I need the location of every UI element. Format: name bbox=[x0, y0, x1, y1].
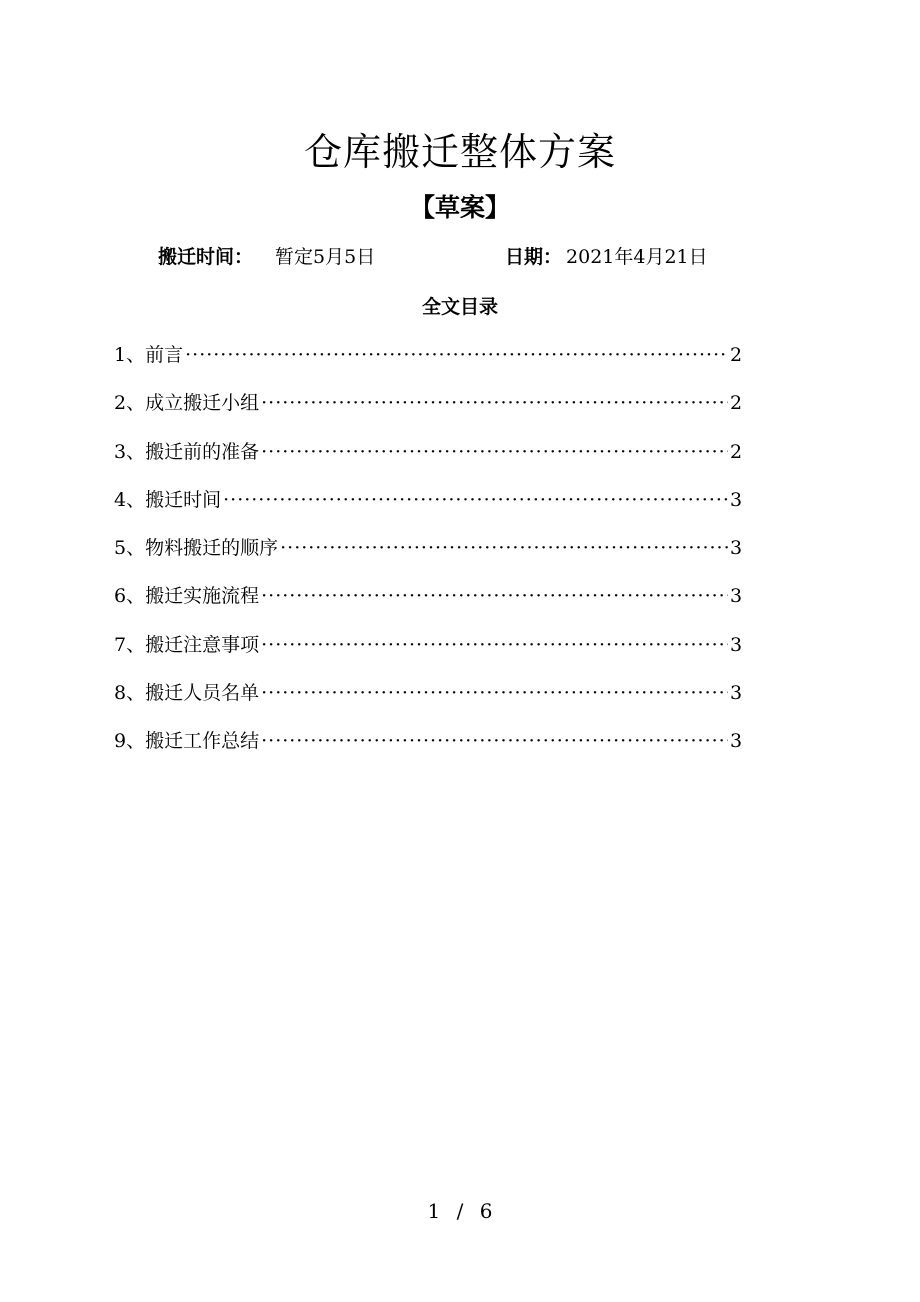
toc-entry-number: 3、 bbox=[114, 440, 146, 463]
date-line bbox=[505, 242, 708, 272]
toc-entry-page: 2 bbox=[730, 440, 743, 463]
toc-entry-page: 3 bbox=[730, 682, 743, 705]
toc-entry-label: 搬迁实施流程 bbox=[145, 585, 260, 608]
table-of-contents bbox=[114, 340, 742, 775]
toc-entry-page: 3 bbox=[730, 537, 743, 560]
toc-entry[interactable] bbox=[114, 678, 742, 726]
date-label: 日期： bbox=[505, 246, 563, 268]
toc-entry-label: 搬迁工作总结 bbox=[145, 730, 260, 753]
toc-entry[interactable] bbox=[114, 581, 742, 629]
toc-entry[interactable] bbox=[114, 533, 742, 581]
toc-dot-leader bbox=[261, 437, 728, 467]
toc-entry[interactable] bbox=[114, 340, 742, 388]
toc-entry-number: 9、 bbox=[114, 730, 146, 753]
date-value: 2021年4月21日 bbox=[566, 246, 708, 268]
toc-entry[interactable] bbox=[114, 630, 742, 678]
toc-entry-label: 前言 bbox=[145, 344, 184, 366]
toc-entry-number: 1、 bbox=[114, 344, 146, 366]
toc-dot-leader bbox=[223, 485, 728, 515]
toc-entry-number: 5、 bbox=[114, 537, 146, 560]
toc-dot-leader bbox=[185, 340, 728, 370]
toc-entry[interactable] bbox=[114, 388, 742, 436]
toc-entry-label: 搬迁前的准备 bbox=[145, 440, 260, 463]
current-page-number: 1 bbox=[427, 1199, 441, 1223]
total-pages-number: 6 bbox=[479, 1199, 493, 1223]
toc-entry-number: 4、 bbox=[114, 488, 146, 511]
toc-entry-page: 2 bbox=[730, 392, 743, 415]
toc-entry-page: 3 bbox=[730, 633, 743, 656]
toc-entry-label: 搬迁注意事项 bbox=[145, 633, 260, 656]
toc-entry[interactable] bbox=[114, 485, 742, 533]
toc-entry-number: 6、 bbox=[114, 585, 146, 608]
toc-entry-label: 物料搬迁的顺序 bbox=[145, 537, 279, 560]
toc-dot-leader bbox=[261, 726, 728, 756]
toc-entry-page: 2 bbox=[730, 344, 743, 366]
toc-dot-leader bbox=[261, 678, 728, 708]
toc-entry-page: 3 bbox=[730, 488, 743, 511]
move-time-label: 搬迁时间： bbox=[158, 246, 254, 268]
toc-entry-label: 搬迁人员名单 bbox=[145, 682, 260, 705]
toc-entry-page: 3 bbox=[730, 585, 743, 608]
document-title: 仓库搬迁整体方案 bbox=[303, 130, 616, 174]
toc-dot-leader bbox=[261, 581, 728, 611]
toc-entry-page: 3 bbox=[730, 730, 743, 753]
move-time-value: 暂定5月5日 bbox=[275, 246, 376, 268]
toc-entry[interactable] bbox=[114, 437, 742, 485]
toc-dot-leader bbox=[261, 630, 728, 660]
page-separator: / bbox=[456, 1199, 464, 1223]
toc-entry[interactable] bbox=[114, 726, 742, 774]
document-subtitle: 【草案】 bbox=[409, 193, 510, 222]
move-time-line bbox=[158, 242, 375, 272]
toc-entry-label: 成立搬迁小组 bbox=[145, 392, 260, 415]
toc-entry-label: 搬迁时间 bbox=[145, 488, 222, 511]
toc-entry-number: 8、 bbox=[114, 682, 146, 705]
toc-dot-leader bbox=[280, 533, 728, 563]
toc-entry-number: 7、 bbox=[114, 633, 146, 656]
toc-dot-leader bbox=[261, 388, 728, 418]
page-number-footer bbox=[0, 1196, 920, 1226]
toc-title: 全文目录 bbox=[421, 296, 498, 318]
toc-entry-number: 2、 bbox=[114, 392, 146, 415]
